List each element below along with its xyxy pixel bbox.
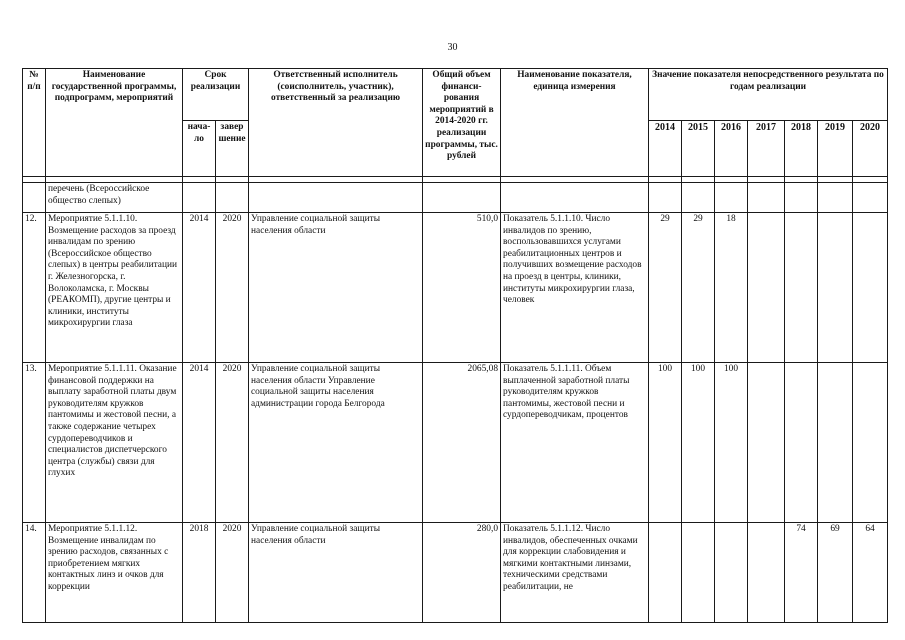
value-2019: 69: [818, 523, 853, 623]
start-year: 2014: [183, 213, 216, 363]
program-cell: Мероприятие 5.1.1.10. Возмещение расходов за проезд инвалидам по зрению (Всероссийское общество слепых) в центры реабилитации г. Железногорска, г. Волоколамска, г. Москвы (РЕАКОМП), другие центры и клиники, институты микрохирургии глаза: [46, 213, 183, 363]
header-indicator: Наименование показателя, единица измерения: [501, 69, 649, 177]
value-2020: [853, 363, 888, 523]
value-2018: [785, 363, 818, 523]
value-2017: [748, 213, 785, 363]
executor-cell: Управление социальной защиты населения области Управление социальной защиты населения администрации города Белгорода: [249, 363, 423, 523]
value-2020: 64: [853, 523, 888, 623]
value-2016: [715, 523, 748, 623]
value-2019: [818, 213, 853, 363]
value-2018: 74: [785, 523, 818, 623]
value-2014: 100: [649, 363, 682, 523]
end-year: 2020: [216, 213, 249, 363]
header-year-2019: 2019: [818, 121, 853, 177]
row-number: 13.: [23, 363, 46, 523]
header-start: нача-ло: [183, 121, 216, 177]
value-2015: 100: [682, 363, 715, 523]
value-2019: [818, 363, 853, 523]
funding-cell: 280,0: [423, 523, 501, 623]
row-number: 14.: [23, 523, 46, 623]
header-funding: Общий объем финанси-рования мероприятий в 2014-2020 гг. реализации программы, тыс. рублей: [423, 69, 501, 177]
header-year-2020: 2020: [853, 121, 888, 177]
header-year-2017: 2017: [748, 121, 785, 177]
page-number: 30: [447, 42, 458, 53]
header-year-2014: 2014: [649, 121, 682, 177]
value-2017: [748, 523, 785, 623]
value-2015: [682, 523, 715, 623]
value-2017: [748, 363, 785, 523]
start-year: 2014: [183, 363, 216, 523]
funding-cell: 2065,08: [423, 363, 501, 523]
executor-cell: Управление социальной защиты населения области: [249, 523, 423, 623]
header-period: Срок реализации: [183, 69, 249, 121]
end-year: 2020: [216, 363, 249, 523]
header-end: завер шение: [216, 121, 249, 177]
value-2014: 29: [649, 213, 682, 363]
table-row: [23, 183, 888, 213]
value-2018: [785, 213, 818, 363]
program-table: [22, 68, 888, 623]
value-2014: [649, 523, 682, 623]
row-number: 12.: [23, 213, 46, 363]
end-year: 2020: [216, 523, 249, 623]
program-cell: Мероприятие 5.1.1.11. Оказание финансовой поддержки на выплату заработной платы двум руководителям кружков пантомимы и жестовой песни, а также содержание четырех сурдопереводчиков и специалистов диспетчерского центра (службы) связи для глухих: [46, 363, 183, 523]
header-executor: Ответственный исполнитель (соисполнитель, участник), ответственный за реализацию: [249, 69, 423, 177]
value-2020: [853, 213, 888, 363]
indicator-cell: Показатель 5.1.1.11. Объем выплаченной заработной платы руководителям кружков пантомимы, жестовой песни и сурдопереводчикам, процентов: [501, 363, 649, 523]
value-2015: 29: [682, 213, 715, 363]
header-year-2018: 2018: [785, 121, 818, 177]
indicator-cell: Показатель 5.1.1.12. Число инвалидов, обеспеченных очками для коррекции слабовидения и мягкими контактными линзами, техническими средствами реабилитации, не: [501, 523, 649, 623]
header-num: № п/п: [23, 69, 46, 177]
table-row: [23, 213, 888, 363]
table-row: [23, 363, 888, 523]
value-2016: 100: [715, 363, 748, 523]
start-year: 2018: [183, 523, 216, 623]
program-cell: Мероприятие 5.1.1.12. Возмещение инвалидам по зрению расходов, связанных с приобретением мягких контактных линз и очков для коррекции: [46, 523, 183, 623]
program-cell: перечень (Всероссийское общество слепых): [46, 183, 183, 213]
header-values: Значение показателя непосредственного результата по годам реализации: [649, 69, 888, 121]
executor-cell: Управление социальной защиты населения области: [249, 213, 423, 363]
header-year-2016: 2016: [715, 121, 748, 177]
funding-cell: 510,0: [423, 213, 501, 363]
header-year-2015: 2015: [682, 121, 715, 177]
indicator-cell: Показатель 5.1.1.10. Число инвалидов по зрению, воспользовавшихся услугами реабилитационных центров и получивших возмещение расходов на проезд в центры, клиники, институты микрохирургии глаза, человек: [501, 213, 649, 363]
header-program: Наименование государственной программы, подпрограмм, мероприятий: [46, 69, 183, 177]
table-row: [23, 523, 888, 623]
value-2016: 18: [715, 213, 748, 363]
